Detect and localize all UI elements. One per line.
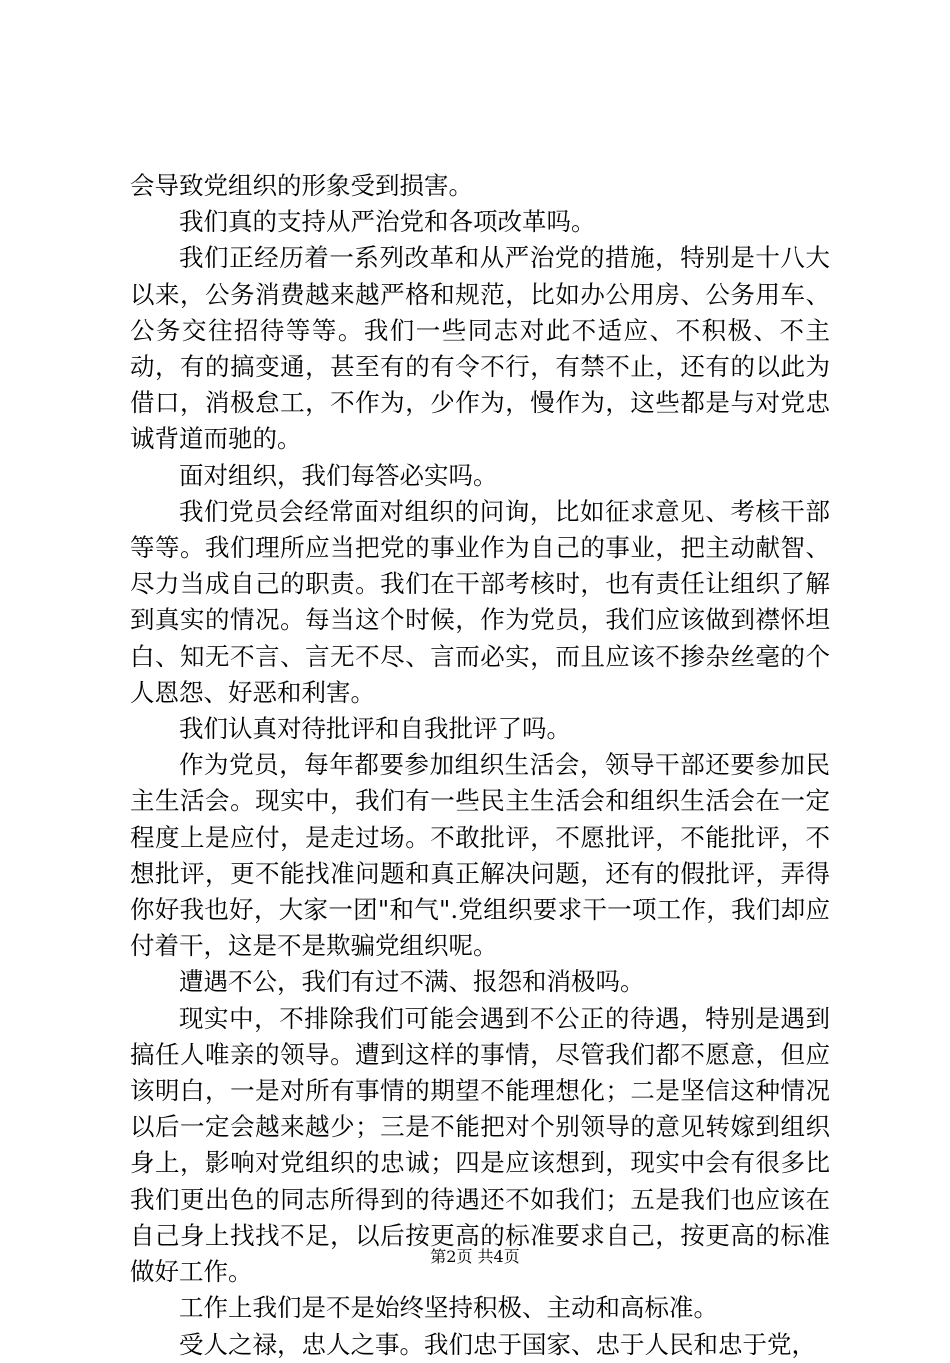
page-footer [0,1244,950,1267]
paragraph-11: 受人之禄，忠人之事。我们忠于国家、忠于人民和忠于党， [179,1329,816,1359]
paragraph-1: 会导致党组织的形象受到损害。 [130,171,473,200]
paragraph-6: 我们认真对待批评和自我批评了吗。 [179,714,571,744]
paragraph-2: 我们真的支持从严治党和各项改革吗。 [179,207,596,237]
paragraph-5: 我们党员会经常面对组织的问询，比如征求意见、考核干部等等。我们理所应当把党的事业作为自己的事业，把主动献智、尽力当成自己的职责。我们在干部考核时，也有责任让组织了解到真实的情况。每当这个时候，作为党员，我们应该做到襟怀坦白、知无不言、言无不尽、言而必实，而且应该不掺杂丝毫的个人恩怨、好恶和利害。 [130,496,830,707]
paragraph-9: 现实中，不排除我们可能会遇到不公正的待遇，特别是遇到搞任人唯亲的领导。遭到这样的事情，尽管我们都不愿意，但应该明白，一是对所有事情的期望不能理想化；二是坚信这种情况以后一定会越来越少；三是不能把对个别领导的意见转嫁到组织身上，影响对党组织的忠诚；四是应该想到，现实中会有很多比我们更出色的同志所得到的待遇还不如我们；五是我们也应该在自己身上找找不足，以后按更高的标准要求自己，按更高的标准做好工作。 [130,1003,830,1287]
paragraph-4: 面对组织，我们每答必实吗。 [179,460,498,490]
paragraph-7: 作为党员，每年都要参加组织生活会，领导干部还要参加民主生活会。现实中，我们有一些民主生活会和组织生活会在一定程度上是应付，是走过场。不敢批评，不愿批评，不能批评，不想批评，更不能找准问题和真正解决问题，还有的假批评，弄得你好我也好，大家一团"和气".党组织要求干一项工作，我们却应付着干，这是不是欺骗党组织呢。 [130,750,830,961]
paragraph-10: 工作上我们是不是始终坚持积极、主动和高标准。 [179,1293,718,1323]
paragraph-3: 我们正经历着一系列改革和从严治党的措施，特别是十八大以来，公务消费越来越严格和规范，比如办公用房、公务用车、公务交往招待等等。我们一些同志对此不适应、不积极、不主动，有的搞变通，甚至有的有令不行，有禁不止，还有的以此为借口，消极怠工，不作为，少作为，慢作为，这些都是与对党忠诚背道而驰的。 [130,243,830,454]
document-body [130,168,830,1363]
page-number-label: 第2页 共4页 [430,1247,520,1266]
paragraph-8: 遭遇不公，我们有过不满、报怨和消极吗。 [179,967,645,997]
